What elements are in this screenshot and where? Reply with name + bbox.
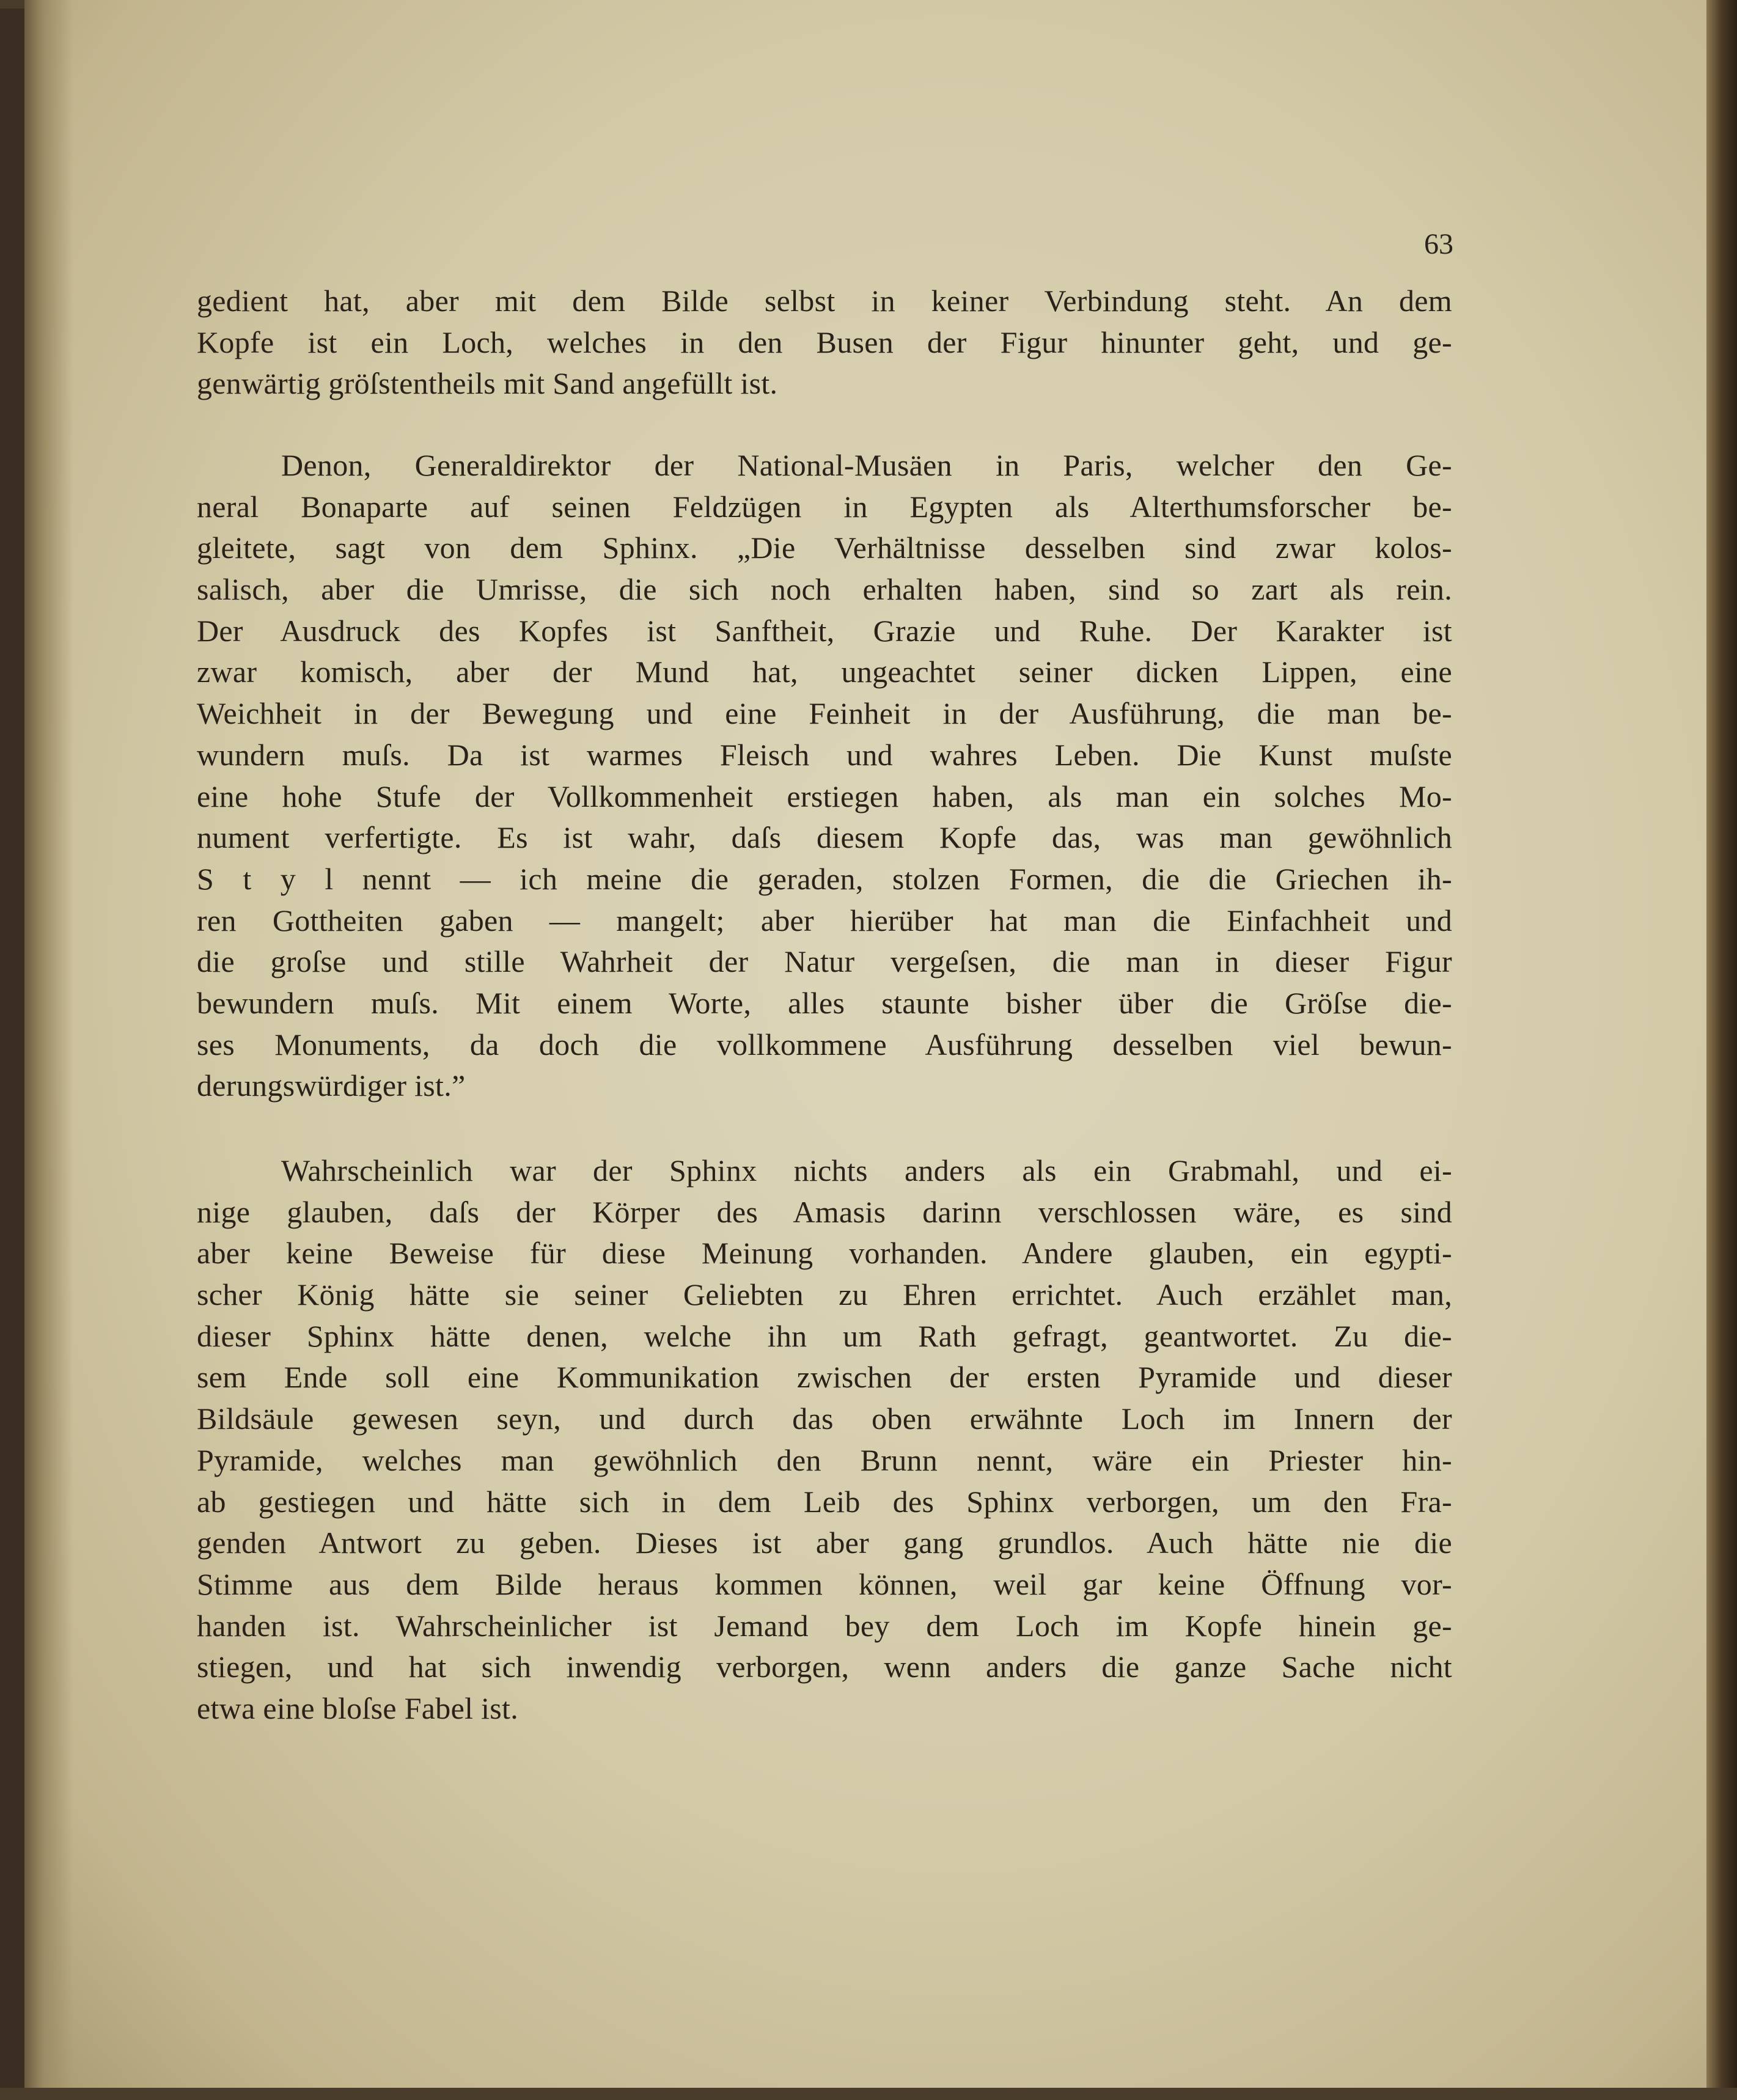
text-line: ren Gottheiten gaben — mangelt; aber hierüber hat man die Einfachheit und [197,903,1452,938]
text-line: gedient hat, aber mit dem Bilde selbst in keiner Verbindung steht. An dem [197,284,1452,318]
text-line: ses Monuments, da doch die vollkommene Ausführung desselben viel bewun- [197,1027,1452,1062]
text-line: Kopfe ist ein Loch, welches in den Busen der Figur hinunter geht, und ge- [197,325,1452,359]
text-line: Pyramide, welches man gewöhnlich den Brunn nennt, wäre ein Priester hin- [197,1442,1452,1477]
text-line: salisch, aber die Umrisse, die sich noch erhalten haben, sind so zart als rein. [197,572,1452,607]
text-line: Der Ausdruck des Kopfes ist Sanftheit, Grazie und Ruhe. Der Karakter ist [197,613,1452,648]
text-line: eine hohe Stufe der Vollkommenheit erstiegen haben, als man ein solches Mo- [197,779,1452,813]
text-line: Bildsäule gewesen seyn, und durch das oben erwähnte Loch im Innern der [197,1401,1452,1436]
paragraph-2 [197,445,1452,1107]
text-line: genden Antwort zu geben. Dieses ist aber gang grundlos. Auch hätte nie die [197,1525,1452,1560]
text-line: handen ist. Wahrscheinlicher ist Jemand bey dem Loch im Kopfe hinein ge- [197,1608,1452,1643]
paragraph-3 [197,1150,1452,1730]
text-line: stiegen, und hat sich inwendig verborgen, wenn anders die ganze Sache nicht [197,1650,1452,1684]
page-number: 63 [1424,228,1453,260]
text-line: Weichheit in der Bewegung und eine Feinheit in der Ausführung, die man be- [197,696,1452,731]
page-right-edge [1706,0,1737,2100]
text-line: Stimme aus dem Bilde heraus kommen können, weil gar keine Öffnung vor- [197,1566,1452,1601]
text-line: derungswürdiger ist.” [197,1068,466,1103]
text-line: scher König hätte sie seiner Geliebten zu Ehren errichtet. Auch erzählet man, [197,1277,1452,1312]
paragraph-1 [197,281,1452,405]
binding-gutter [24,0,73,2100]
text-line: Wahrscheinlich war der Sphinx nichts anders als ein Grabmahl, und ei- [281,1153,1452,1188]
text-line: neral Bonaparte auf seinen Feldzügen in Egypten als Alterthumsforscher be- [197,489,1452,524]
text-line: nument verfertigte. Es ist wahr, daſs diesem Kopfe das, was man gewöhnlich [197,820,1452,855]
scan-bottom-edge [0,2088,1737,2100]
text-line: ab gestiegen und hätte sich in dem Leib des Sphinx verborgen, um den Fra- [197,1484,1452,1519]
text-line: gleitete, sagt von dem Sphinx. „Die Verhältnisse desselben sind zwar kolos- [197,531,1452,565]
text-line: S t y l nennt — ich meine die geraden, stolzen Formen, die die Griechen ih- [197,861,1452,896]
text-line: bewundern muſs. Mit einem Worte, alles staunte bisher über die Gröſse die- [197,985,1452,1020]
text-line: sem Ende soll eine Kommunikation zwischen der ersten Pyramide und dieser [197,1360,1452,1395]
text-line: nige glauben, daſs der Körper des Amasis darinn verschlossen wäre, es sind [197,1194,1452,1229]
text-line: Denon, Generaldirektor der National-Musäen in Paris, welcher den Ge- [281,448,1452,482]
text-line: etwa eine bloſse Fabel ist. [197,1691,519,1725]
text-line: zwar komisch, aber der Mund hat, ungeachtet seiner dicken Lippen, eine [197,655,1452,689]
text-line: genwärtig gröſstentheils mit Sand angefüllt ist. [197,366,778,401]
text-line: die groſse und stille Wahrheit der Natur vergeſsen, die man in dieser Figur [197,944,1452,979]
text-line: dieser Sphinx hätte denen, welche ihn um Rath gefragt, geantwortet. Zu die- [197,1318,1452,1353]
text-line: aber keine Beweise für diese Meinung vorhanden. Andere glauben, ein egypti- [197,1236,1452,1271]
text-line: wundern muſs. Da ist warmes Fleisch und wahres Leben. Die Kunst muſste [197,737,1452,772]
